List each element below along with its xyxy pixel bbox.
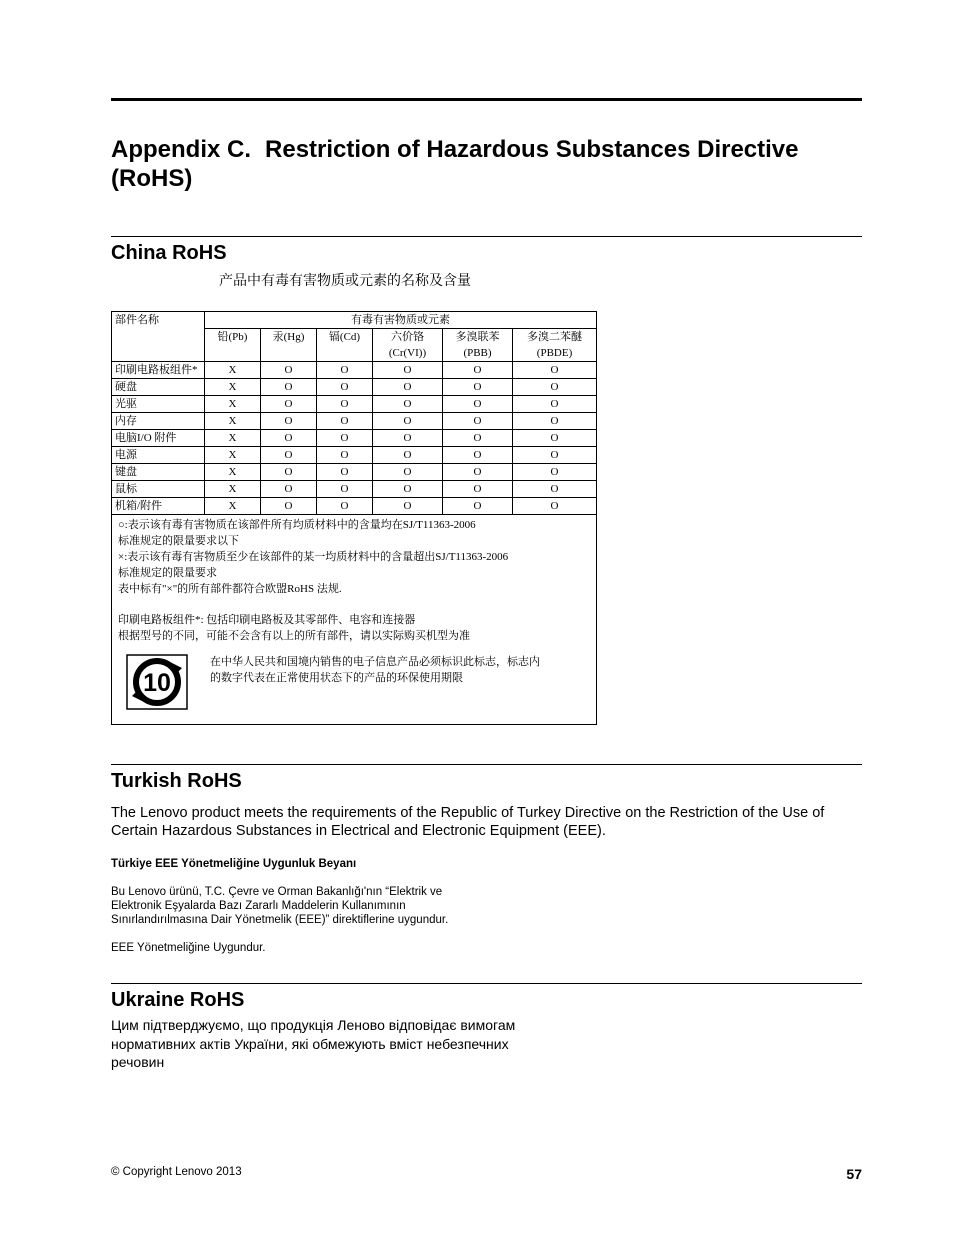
china-notes xyxy=(112,515,597,725)
substance-value-cell: O xyxy=(443,379,513,396)
substance-value-cell: X xyxy=(205,396,261,413)
substance-value-cell: X xyxy=(205,362,261,379)
substance-value-cell: O xyxy=(261,379,317,396)
substance-value-cell: O xyxy=(373,379,443,396)
part-name-cell: 电脑I/O 附件 xyxy=(112,430,205,447)
col-header-pbb: 多溴联苯 (PBB) xyxy=(443,329,513,362)
part-name-cell: 印刷电路板组件* xyxy=(112,362,205,379)
part-name-cell: 鼠标 xyxy=(112,481,205,498)
substance-value-cell: O xyxy=(513,464,597,481)
substance-value-cell: O xyxy=(317,464,373,481)
appendix-title xyxy=(111,135,862,193)
substance-value-cell: X xyxy=(205,464,261,481)
substance-value-cell: O xyxy=(317,379,373,396)
china-table-body xyxy=(112,362,597,515)
ukraine-line-2: нормативних актів України, які обмежують вміст небезпечних xyxy=(111,1036,509,1052)
epup-recycle-icon xyxy=(126,654,188,710)
col-header-cd: 镉(Cd) xyxy=(317,329,373,362)
note-1a: ○:表示该有毒有害物质在该部件所有均质材料中的含量均在SJ/T11363-2006 xyxy=(118,519,476,531)
substance-value-cell: O xyxy=(513,430,597,447)
table-row xyxy=(112,481,597,498)
note-3: 表中标有"×"的所有部件都符合欧盟RoHS 法规. xyxy=(118,583,342,595)
table-row xyxy=(112,464,597,481)
substance-value-cell: O xyxy=(261,430,317,447)
substance-value-cell: O xyxy=(261,413,317,430)
col-header-pb: 铅(Pb) xyxy=(205,329,261,362)
substance-value-cell: O xyxy=(373,413,443,430)
table-row xyxy=(112,498,597,515)
substance-value-cell: O xyxy=(373,464,443,481)
col-header-pbde: 多溴二苯醚 (PBDE) xyxy=(513,329,597,362)
epup-number: 10 xyxy=(143,669,171,697)
part-name-header: 部件名称 xyxy=(112,312,205,362)
table-row xyxy=(112,413,597,430)
substance-value-cell: O xyxy=(373,481,443,498)
part-name-cell: 硬盘 xyxy=(112,379,205,396)
ukraine-section-rule xyxy=(111,983,862,984)
note-4a: 印刷电路板组件*: 包括印刷电路板及其零部件、电容和连接器 xyxy=(118,614,416,626)
turkey-body-text: The Lenovo product meets the requirements of the Republic of Turkey Directive on the Restriction of the Use of Certain Hazardous Substances in Electrical and Electronic Equipment (EEE). xyxy=(111,805,825,839)
table-row xyxy=(112,362,597,379)
substance-value-cell: O xyxy=(261,498,317,515)
china-section-rule xyxy=(111,236,862,237)
appendix-title-text: Restriction of Hazardous Substances Directive (RoHS) xyxy=(111,136,799,192)
substance-value-cell: O xyxy=(261,396,317,413)
china-table-title: 产品中有毒有害物质或元素的名称及含量 xyxy=(219,273,471,289)
substance-value-cell: X xyxy=(205,413,261,430)
turkish-rohs-heading: Turkish RoHS xyxy=(111,770,242,792)
part-name-cell: 机箱/附件 xyxy=(112,498,205,515)
note-1b: 标准规定的限量要求以下 xyxy=(118,535,239,547)
substance-value-cell: O xyxy=(373,396,443,413)
china-rohs-table xyxy=(111,311,597,725)
substance-value-cell: O xyxy=(513,396,597,413)
substance-value-cell: O xyxy=(261,362,317,379)
epup-line-a: 在中华人民共和国境内销售的电子信息产品必须标识此标志，标志内 xyxy=(210,656,540,668)
substance-value-cell: X xyxy=(205,481,261,498)
substance-value-cell: O xyxy=(261,447,317,464)
substance-value-cell: O xyxy=(443,481,513,498)
substance-value-cell: O xyxy=(261,481,317,498)
page-number: 57 xyxy=(846,1166,862,1182)
table-row xyxy=(112,447,597,464)
substance-value-cell: O xyxy=(513,413,597,430)
substance-value-cell: O xyxy=(443,464,513,481)
substance-value-cell: O xyxy=(261,464,317,481)
substance-value-cell: O xyxy=(443,498,513,515)
substance-value-cell: O xyxy=(373,447,443,464)
table-row xyxy=(112,430,597,447)
footer-copyright: © Copyright Lenovo 2013 xyxy=(111,1166,242,1178)
epup-block xyxy=(118,654,590,710)
table-row xyxy=(112,396,597,413)
substance-value-cell: O xyxy=(513,362,597,379)
ukraine-rohs-heading: Ukraine RoHS xyxy=(111,989,245,1011)
note-2a: ×:表示该有毒有害物质至少在该部件的某一均质材料中的含量超出SJ/T11363-2006 xyxy=(118,551,509,563)
substance-value-cell: O xyxy=(443,396,513,413)
part-name-cell: 电源 xyxy=(112,447,205,464)
substance-value-cell: O xyxy=(513,498,597,515)
substance-value-cell: O xyxy=(373,430,443,447)
substance-value-cell: O xyxy=(317,413,373,430)
substance-value-cell: O xyxy=(317,447,373,464)
epup-line-b: 的数字代表在正常使用状态下的产品的环保使用期限 xyxy=(210,672,463,684)
epup-text xyxy=(210,654,540,686)
top-rule xyxy=(111,98,862,101)
note-2b: 标准规定的限量要求 xyxy=(118,567,217,579)
part-name-cell: 光驱 xyxy=(112,396,205,413)
substance-value-cell: O xyxy=(443,430,513,447)
substance-value-cell: O xyxy=(443,413,513,430)
substance-value-cell: O xyxy=(317,498,373,515)
substance-value-cell: O xyxy=(317,396,373,413)
col-header-hg: 汞(Hg) xyxy=(261,329,317,362)
substance-value-cell: O xyxy=(317,362,373,379)
china-rohs-heading: China RoHS xyxy=(111,242,227,264)
appendix-label: Appendix C. xyxy=(111,136,252,163)
substance-value-cell: O xyxy=(373,498,443,515)
turkey-declaration-line-2: Elektronik Eşyalarda Bazı Zararlı Maddelerin Kullanımının xyxy=(111,900,406,912)
turkey-declaration-line-4: EEE Yönetmeliğine Uygundur. xyxy=(111,942,266,954)
substance-value-cell: X xyxy=(205,430,261,447)
turkey-section-rule xyxy=(111,764,862,765)
ukraine-line-3: речовин xyxy=(111,1054,165,1070)
part-name-cell: 键盘 xyxy=(112,464,205,481)
substance-value-cell: O xyxy=(513,481,597,498)
turkey-declaration-line-3: Sınırlandırılmasına Dair Yönetmelik (EEE)” direktiflerine uygundur. xyxy=(111,914,449,926)
turkey-declaration-line-1: Bu Lenovo ürünü, T.C. Çevre ve Orman Bakanlığı'nın “Elektrik ve xyxy=(111,886,443,898)
substance-value-cell: O xyxy=(443,362,513,379)
ukraine-line-1: Цим підтверджуємо, що продукція Леново відповідає вимогам xyxy=(111,1017,516,1033)
substance-value-cell: O xyxy=(373,362,443,379)
note-4b: 根据型号的不同，可能不会含有以上的所有部件，请以实际购买机型为准 xyxy=(118,630,470,642)
substance-group-header: 有毒有害物质或元素 xyxy=(205,312,597,329)
part-name-cell: 内存 xyxy=(112,413,205,430)
substance-value-cell: X xyxy=(205,447,261,464)
table-row xyxy=(112,379,597,396)
substance-value-cell: O xyxy=(317,481,373,498)
substance-value-cell: X xyxy=(205,379,261,396)
substance-value-cell: O xyxy=(513,379,597,396)
substance-value-cell: X xyxy=(205,498,261,515)
substance-value-cell: O xyxy=(513,447,597,464)
col-header-crvi: 六价铬 (Cr(VI)) xyxy=(373,329,443,362)
substance-value-cell: O xyxy=(443,447,513,464)
substance-value-cell: O xyxy=(317,430,373,447)
turkey-declaration-title: Türkiye EEE Yönetmeliğine Uygunluk Beyanı xyxy=(111,858,357,870)
